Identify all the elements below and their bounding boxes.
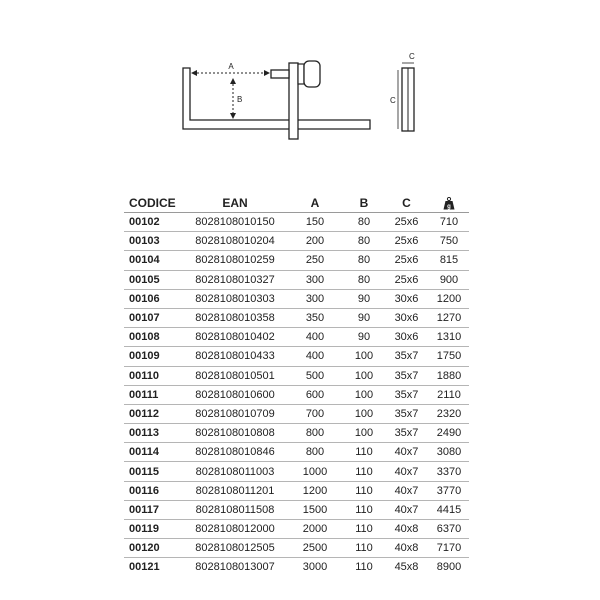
cell-ean: 8028108010402	[184, 328, 286, 347]
cell-c: 40x8	[384, 539, 429, 558]
cell-weight: 8900	[436, 561, 462, 574]
cross-section-c-top-label: C	[409, 52, 415, 61]
table-row	[124, 404, 469, 423]
clamp-sliding-arm	[289, 63, 298, 139]
cell-weight: 3770	[429, 481, 469, 500]
cell-ean: 8028108011003	[184, 462, 286, 481]
cell-weight: 750	[429, 232, 469, 251]
cell-weight: 1750	[429, 347, 469, 366]
dimension-a-arrow-left	[191, 70, 197, 76]
cell-weight: 1310	[429, 328, 469, 347]
cell-c: 25x6	[384, 251, 429, 270]
clamp-handle	[298, 64, 304, 84]
cell-weight: 2490	[429, 424, 469, 443]
cell-b: 100	[344, 385, 384, 404]
table-row	[124, 385, 469, 404]
cell-code: 00103	[124, 232, 184, 251]
table-row	[124, 251, 469, 270]
table-row	[124, 481, 469, 500]
cell-a: 350	[286, 308, 344, 327]
table-row	[124, 424, 469, 443]
table-row	[124, 328, 469, 347]
cell-a: 1500	[286, 500, 344, 519]
table-row	[124, 500, 469, 519]
dimension-b-arrow-top	[230, 78, 236, 84]
cell-code: 00116	[124, 481, 184, 500]
cell-b: 100	[344, 404, 384, 423]
cell-b: 100	[344, 424, 384, 443]
table-row	[124, 232, 469, 251]
table-row	[124, 539, 469, 558]
cell-ean: 8028108010709	[184, 404, 286, 423]
cell-ean: 8028108010358	[184, 308, 286, 327]
cell-code: 00104	[124, 251, 184, 270]
cell-a: 300	[286, 270, 344, 289]
cell-c: 35x7	[384, 404, 429, 423]
cell-c: 30x6	[384, 308, 429, 327]
cell-code: 00109	[124, 347, 184, 366]
cell-code: 00119	[124, 520, 184, 539]
cell-ean: 8028108010327	[184, 270, 286, 289]
header-weight	[429, 193, 469, 213]
cell-c: 45x8	[394, 561, 419, 574]
cell-weight: 900	[429, 270, 469, 289]
cell-a: 800	[286, 443, 344, 462]
cell-weight: 2320	[429, 404, 469, 423]
cell-b: 90	[344, 308, 384, 327]
cell-b: 110	[344, 462, 384, 481]
cell-a: 1200	[286, 481, 344, 500]
cell-ean: 8028108010150	[184, 213, 286, 232]
cell-c: 40x8	[384, 520, 429, 539]
cell-code: 00111	[124, 385, 184, 404]
table-row	[124, 443, 469, 462]
cell-weight: 1880	[429, 366, 469, 385]
cell-b: 110	[344, 443, 384, 462]
cell-c: 25x6	[384, 232, 429, 251]
cross-section-c-side-label: C	[390, 96, 396, 105]
cell-ean: 8028108010600	[184, 385, 286, 404]
table-row	[124, 289, 469, 308]
cell-ean: 8028108011508	[184, 500, 286, 519]
cell-a: 500	[286, 366, 344, 385]
cell-weight: 710	[429, 213, 469, 232]
dimension-b-arrow-bottom	[230, 113, 236, 119]
cell-b: 90	[344, 328, 384, 347]
table-row	[124, 558, 469, 577]
cell-c: 35x7	[384, 347, 429, 366]
cell-b: 80	[344, 213, 384, 232]
header-ean: EAN	[184, 193, 286, 213]
table-row	[124, 270, 469, 289]
cell-a: 150	[286, 213, 344, 232]
header-c: C	[384, 193, 429, 213]
cell-b: 90	[344, 289, 384, 308]
cell-code: 00110	[124, 366, 184, 385]
cell-c: 35x7	[384, 385, 429, 404]
cell-a: 200	[286, 232, 344, 251]
weight-icon	[443, 197, 455, 210]
cell-ean: 8028108010433	[184, 347, 286, 366]
spec-table	[124, 193, 469, 577]
cell-a: 250	[286, 251, 344, 270]
cell-a: 800	[286, 424, 344, 443]
cell-code: 00107	[124, 308, 184, 327]
cell-b: 80	[344, 270, 384, 289]
cell-weight: 1270	[429, 308, 469, 327]
cell-code: 00113	[124, 424, 184, 443]
cell-code: 00102	[124, 213, 184, 232]
cell-code: 00120	[124, 539, 184, 558]
dimension-a-arrow-right	[264, 70, 270, 76]
cell-a: 2500	[286, 539, 344, 558]
cell-c: 40x7	[384, 500, 429, 519]
table-row	[124, 462, 469, 481]
cell-b: 110	[355, 561, 373, 574]
cell-a: 600	[286, 385, 344, 404]
table-header-row	[124, 193, 469, 213]
cell-code: 00117	[124, 500, 184, 519]
cell-ean: 8028108010501	[184, 366, 286, 385]
cell-ean: 8028108010808	[184, 424, 286, 443]
cell-c: 40x7	[384, 443, 429, 462]
cell-c: 25x6	[384, 270, 429, 289]
cell-code: 00115	[124, 462, 184, 481]
cell-b: 110	[344, 539, 384, 558]
cell-weight: 815	[429, 251, 469, 270]
table-row	[124, 213, 469, 232]
cell-c: 35x7	[384, 424, 429, 443]
clamp-diagram	[0, 0, 600, 180]
cell-weight: 3080	[429, 443, 469, 462]
cell-code: 00105	[124, 270, 184, 289]
cell-a: 2000	[286, 520, 344, 539]
cell-a: 400	[286, 347, 344, 366]
cell-weight: 1200	[429, 289, 469, 308]
cell-a: 1000	[286, 462, 344, 481]
cell-code: 00108	[124, 328, 184, 347]
cell-b: 110	[344, 481, 384, 500]
cell-code: 00106	[124, 289, 184, 308]
cell-b: 100	[344, 366, 384, 385]
cell-ean: 8028108010303	[184, 289, 286, 308]
cell-c: 30x6	[384, 328, 429, 347]
header-b: B	[344, 193, 384, 213]
weight-icon-letter: g	[447, 203, 451, 210]
cell-c: 25x6	[384, 213, 429, 232]
cell-ean: 8028108012000	[184, 520, 286, 539]
cell-weight: 2110	[429, 385, 469, 404]
cell-ean: 8028108010846	[184, 443, 286, 462]
cell-ean: 8028108013007	[195, 561, 275, 574]
clamp-handle-knob	[304, 61, 320, 87]
cell-c: 30x6	[384, 289, 429, 308]
table-row	[124, 520, 469, 539]
cell-ean: 8028108010259	[184, 251, 286, 270]
cell-weight: 6370	[429, 520, 469, 539]
cell-c: 40x7	[384, 481, 429, 500]
header-code: CODICE	[124, 193, 184, 213]
table-row	[124, 366, 469, 385]
cell-code: 00114	[124, 443, 184, 462]
cell-weight: 3370	[429, 462, 469, 481]
cell-b: 110	[344, 520, 384, 539]
header-a: A	[286, 193, 344, 213]
cell-weight: 7170	[429, 539, 469, 558]
dimension-b-label: B	[237, 95, 243, 104]
cell-code: 00121	[129, 561, 160, 574]
cell-b: 80	[344, 232, 384, 251]
cell-a: 400	[286, 328, 344, 347]
cell-b: 110	[344, 500, 384, 519]
cell-a: 300	[286, 289, 344, 308]
cell-b: 100	[344, 347, 384, 366]
table-row	[124, 347, 469, 366]
cell-a: 700	[286, 404, 344, 423]
cell-c: 35x7	[384, 366, 429, 385]
cell-weight: 4415	[429, 500, 469, 519]
cell-a: 3000	[302, 561, 328, 574]
cell-code: 00112	[124, 404, 184, 423]
cell-ean: 8028108011201	[184, 481, 286, 500]
cell-ean: 8028108010204	[184, 232, 286, 251]
cell-c: 40x7	[384, 462, 429, 481]
dimension-a-label: A	[228, 62, 234, 71]
clamp-screw	[271, 70, 289, 78]
cell-ean: 8028108012505	[184, 539, 286, 558]
table-row	[124, 308, 469, 327]
cell-b: 80	[344, 251, 384, 270]
